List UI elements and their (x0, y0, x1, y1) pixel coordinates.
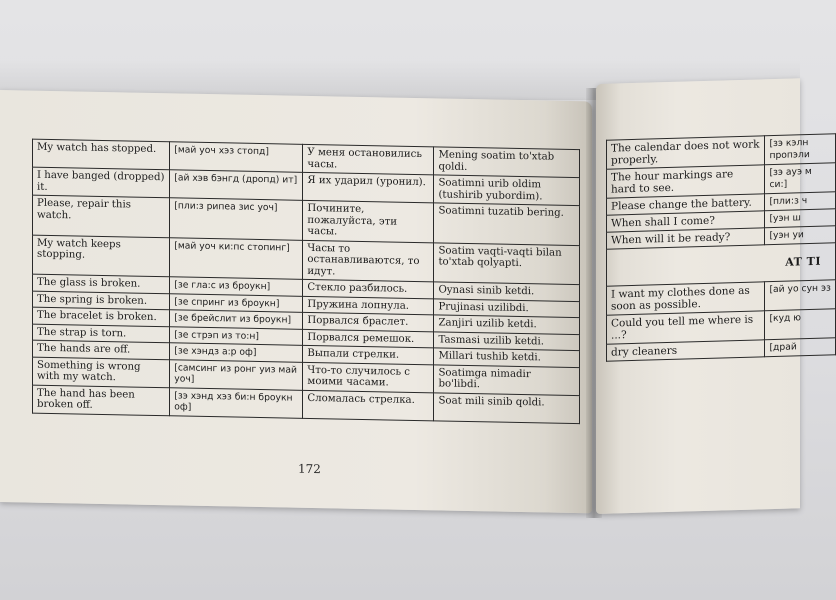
uzbek-phrase: Oynasi sinib ketdi. (434, 282, 580, 301)
transcription: [зе брейслит из броукн] (170, 310, 303, 329)
transcription: [куд ю (765, 309, 836, 340)
russian-phrase: Часы то останавливаются, то идут. (303, 240, 434, 282)
english-phrase: I want my clothes done as soon as possible. (607, 282, 765, 315)
transcription: [зе хэндз а:р оф] (170, 343, 303, 362)
english-phrase: Something is wrong with my watch. (33, 357, 170, 388)
russian-phrase: Почините, пожалуйста, эти часы. (303, 200, 434, 242)
phrase-table-body (33, 139, 580, 423)
english-phrase: When shall I come? (607, 211, 765, 232)
uzbek-phrase: Tasmasi uzilib ketdi. (434, 331, 580, 350)
english-phrase: The hand has been broken off. (33, 385, 170, 416)
transcription: [самсинг из ронг уиз май уоч] (170, 359, 303, 390)
transcription: [зе спринг из броукн] (170, 293, 303, 312)
transcription: [драй (765, 338, 836, 357)
uzbek-phrase: Mening soatim to'xtab qoldi. (434, 147, 580, 178)
uzbek-phrase: Soatimni urib oldim (tushirib yubordim). (434, 175, 580, 206)
uzbek-phrase: Millari tushib ketdi. (434, 348, 580, 367)
english-phrase: The bracelet is broken. (33, 307, 170, 326)
transcription: [уэн уи (765, 226, 836, 245)
russian-phrase: Я их ударил (уронил). (303, 172, 434, 203)
english-phrase: My watch has stopped. (33, 139, 170, 170)
uzbek-phrase: Soatim vaqti-vaqti bilan to'xtab qolyapti. (434, 242, 580, 284)
transcription: [ай уо сун эз (765, 280, 836, 311)
uzbek-phrase: Prujinasi uzilibdi. (434, 298, 580, 317)
transcription: [зэ ауэ м си:] (765, 163, 836, 194)
russian-phrase: Что-то случилось с моими часами. (303, 362, 434, 393)
english-phrase: Please change the battery. (607, 194, 765, 215)
russian-phrase: Стекло разбилось. (303, 279, 434, 298)
uzbek-phrase: Soat mili sinib qoldi. (434, 392, 580, 423)
transcription: [зэ кэлн пропэли (765, 134, 836, 165)
transcription: [ай хэв бэнгд (дропд) ит] (170, 170, 303, 201)
transcription: [зэ хэнд хэз би:н броукн оф] (170, 387, 303, 418)
english-phrase: The glass is broken. (33, 274, 170, 293)
russian-phrase: Выпали стрелки. (303, 345, 434, 364)
transcription: [уэн ш (765, 209, 836, 228)
uzbek-phrase: Soatimga nimadir bo'libdi. (434, 364, 580, 395)
english-phrase: The hour markings are hard to see. (607, 165, 765, 198)
english-phrase: When will it be ready? (607, 228, 765, 249)
english-phrase: Could you tell me where is ...? (607, 311, 765, 344)
english-phrase: dry cleaners (607, 340, 765, 361)
russian-phrase: Сломалась стрелка. (303, 390, 434, 421)
uzbek-phrase: Zanjiri uzilib ketdi. (434, 315, 580, 334)
english-phrase: I have banged (dropped) it. (33, 167, 170, 198)
transcription: [май уоч хэз стопд] (170, 142, 303, 173)
transcription: [зе стрэп из то:н] (170, 326, 303, 345)
left-page (0, 90, 592, 513)
page-number: 172 (298, 461, 321, 477)
phrase-table-right (606, 133, 836, 361)
russian-phrase: Пружина лопнула. (303, 296, 434, 315)
phrase-table-right-body (607, 134, 836, 361)
uzbek-phrase: Soatimni tuzatib bering. (434, 203, 580, 245)
section-heading-row (607, 243, 836, 286)
phrase-table-left (32, 139, 580, 424)
english-phrase: The calendar does not work properly. (607, 136, 765, 169)
english-phrase: The spring is broken. (33, 291, 170, 310)
english-phrase: Please, repair this watch. (33, 195, 170, 237)
section-heading: AT TI (607, 243, 836, 286)
russian-phrase: Порвался ремешок. (303, 329, 434, 348)
english-phrase: The strap is torn. (33, 324, 170, 343)
russian-phrase: У меня остановились часы. (303, 144, 434, 175)
russian-phrase: Порвался браслет. (303, 312, 434, 331)
transcription: [пли:з рипеа зис уоч] (170, 198, 303, 240)
transcription: [пли:з ч (765, 192, 836, 211)
transcription: [зе гла:с из броукн] (170, 277, 303, 296)
english-phrase: My watch keeps stopping. (33, 235, 170, 277)
right-page (596, 78, 831, 514)
english-phrase: The hands are off. (33, 340, 170, 359)
transcription: [май уоч ки:пс стопинг] (170, 237, 303, 279)
